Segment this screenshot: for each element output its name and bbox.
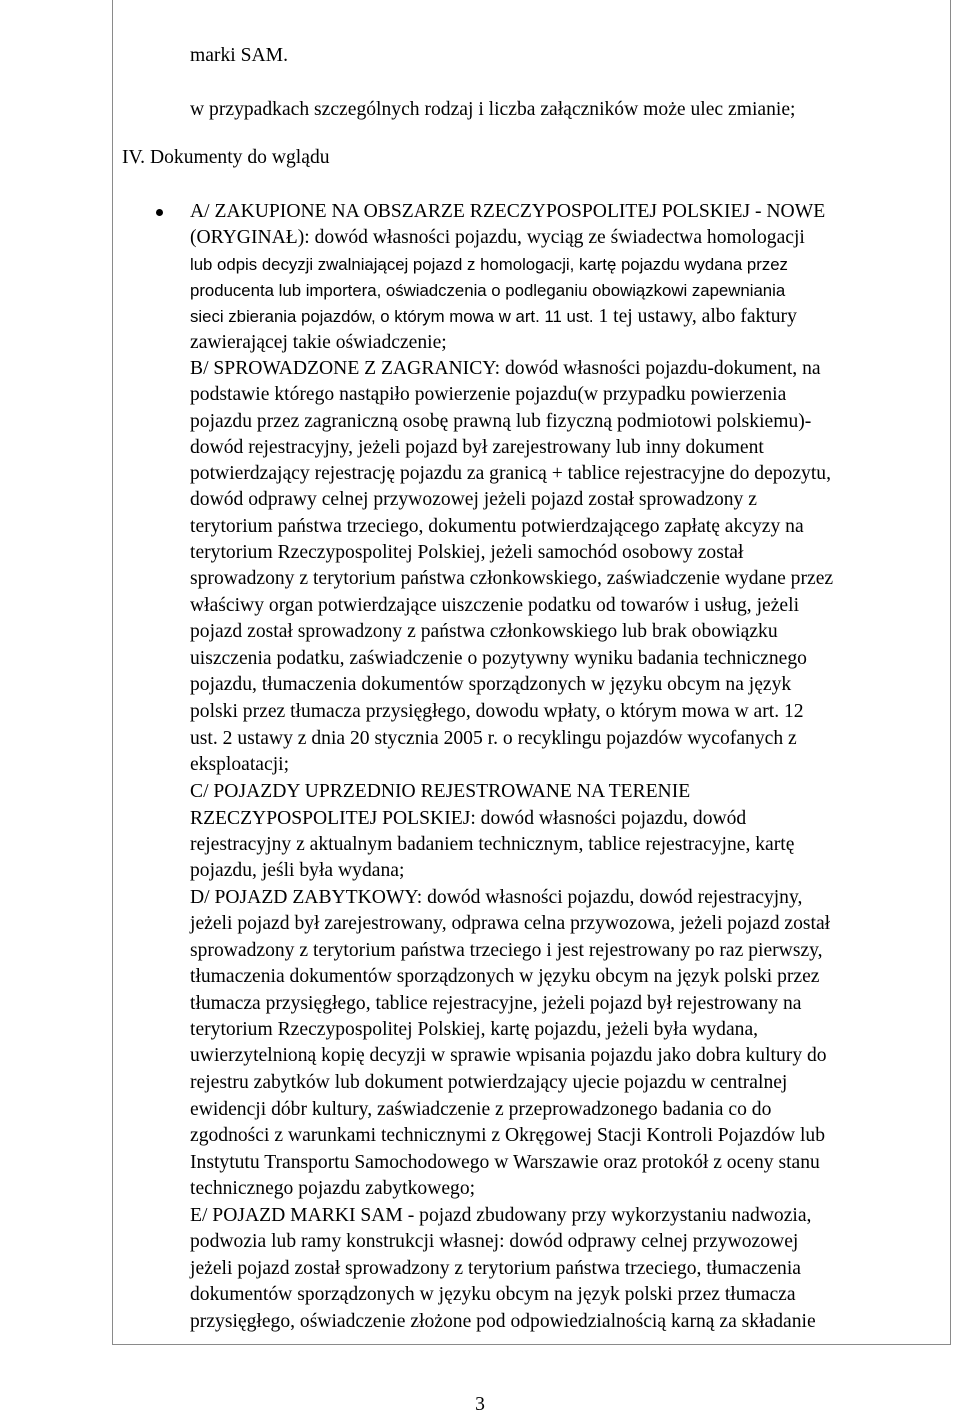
body-line: uwierzytelnioną kopię decyzji w sprawie wpisania pojazdu jako dobra kultury do <box>190 1045 827 1066</box>
body-line: pojazdu, jeśli była wydana; <box>190 860 405 881</box>
body-line: tłumacza przysięgłego, tablice rejestracyjne, jeżeli pojazd był rejestrowany na <box>190 993 802 1014</box>
body-line: właściwy organ potwierdzające uiszczenie podatku od towarów i usług, jeżeli <box>190 595 800 616</box>
bullet-icon <box>156 209 163 216</box>
body-line: tłumaczenia dokumentów sporządzonych w języku obcym na język polski przez <box>190 966 820 987</box>
body-line: B/ SPROWADZONE Z ZAGRANICY: dowód własności pojazdu-dokument, na <box>190 358 821 379</box>
body-line: technicznego pojazdu zabytkowego; <box>190 1178 476 1199</box>
body-line: eksploatacji; <box>190 754 290 775</box>
body-line: rejestru zabytków lub dokument potwierdzający ujecie pojazdu w centralnej <box>190 1072 788 1093</box>
body-line: RZECZYPOSPOLITEJ POLSKIEJ: dowód własności pojazdu, dowód <box>190 808 747 829</box>
body-line: ust. 2 ustawy z dnia 20 stycznia 2005 r. o recyklingu pojazdów wycofanych z <box>190 728 797 749</box>
body-line: potwierdzający rejestrację pojazdu za granicą + tablice rejestracyjne do depozytu, <box>190 463 831 484</box>
body-line: producenta lub importera, oświadczenia o podleganiu obowiązkowi zapewniania <box>190 281 786 300</box>
body-line: ewidencji dóbr kultury, zaświadczenie z przeprowadzonego badania co do <box>190 1099 772 1120</box>
body-line: A/ ZAKUPIONE NA OBSZARZE RZECZYPOSPOLITEJ POLSKIEJ - NOWE <box>190 201 826 222</box>
body-line: pojazd został sprowadzony z państwa członkowskiego lub brak obowiązku <box>190 621 778 642</box>
intro-line-1: marki SAM. <box>190 45 288 66</box>
body-line: dowód odprawy celnej przywozowej jeżeli pojazd został sprowadzony z <box>190 489 757 510</box>
body-line: podwozia lub ramy konstrukcji własnej: dowód odprawy celnej przywozowej <box>190 1231 799 1252</box>
intro-line-2: w przypadkach szczególnych rodzaj i liczba załączników może ulec zmianie; <box>190 99 796 120</box>
page-number: 3 <box>475 1394 485 1415</box>
body-line: jeżeli pojazd był zarejestrowany, odprawa celna przywozowa, jeżeli pojazd został <box>190 913 831 934</box>
body-line: uiszczenia podatku, zaświadczenie o pozytywny wyniku badania technicznego <box>190 648 807 669</box>
body-line: D/ POJAZD ZABYTKOWY: dowód własności pojazdu, dowód rejestracyjny, <box>190 887 803 908</box>
body-line: sieci zbierania pojazdów, o którym mowa w art. 11 ust. <box>190 307 594 326</box>
body-line: polski przez tłumacza przysięgłego, dowodu wpłaty, o którym mowa w art. 12 <box>190 701 804 722</box>
body-line: lub odpis decyzji zwalniającej pojazd z homologacji, kartę pojazdu wydana przez <box>190 255 788 274</box>
body-line: jeżeli pojazd został sprowadzony z terytorium państwa trzeciego, tłumaczenia <box>190 1258 801 1279</box>
body-line: rejestracyjny z aktualnym badaniem technicznym, tablice rejestracyjne, kartę <box>190 834 795 855</box>
body-line: zgodności z warunkami technicznymi z Okręgowej Stacji Kontroli Pojazdów lub <box>190 1125 825 1146</box>
body-line: C/ POJAZDY UPRZEDNIO REJESTROWANE NA TERENIE <box>190 781 691 802</box>
body-line: (ORYGINAŁ): dowód własności pojazdu, wyciąg ze świadectwa homologacji <box>190 227 805 248</box>
body-line: terytorium Rzeczypospolitej Polskiej, jeżeli samochód osobowy został <box>190 542 744 563</box>
body-line: pojazdu przez zagraniczną osobę prawną lub fizyczną podmiotowi polskiemu)- <box>190 411 812 432</box>
section-heading: IV. Dokumenty do wglądu <box>122 147 330 168</box>
body-line: Instytutu Transportu Samochodowego w Warszawie oraz protokół z oceny stanu <box>190 1152 820 1173</box>
body-line: podstawie którego nastąpiło powierzenie pojazdu(w przypadku powierzenia <box>190 384 787 405</box>
body-line: sprowadzony z terytorium państwa członkowskiego, zaświadczenie wydane przez <box>190 568 834 589</box>
body-line: sprowadzony z terytorium państwa trzeciego i jest rejestrowany po raz pierwszy, <box>190 940 823 961</box>
body-line: dokumentów sporządzonych w języku obcym na język polski przez tłumacza <box>190 1284 796 1305</box>
body-line: E/ POJAZD MARKI SAM - pojazd zbudowany przy wykorzystaniu nadwozia, <box>190 1205 812 1226</box>
body-line: dowód rejestracyjny, jeżeli pojazd był zarejestrowany lub inny dokument <box>190 437 764 458</box>
body-line: 1 tej ustawy, albo faktury <box>598 306 797 327</box>
body-line: pojazdu, tłumaczenia dokumentów sporządzonych w języku obcym na język <box>190 674 792 695</box>
body-line: zawierającej takie oświadczenie; <box>190 332 447 353</box>
body-line: terytorium Rzeczypospolitej Polskiej, kartę pojazdu, jeżeli była wydana, <box>190 1019 759 1040</box>
body-line: przysięgłego, oświadczenie złożone pod odpowiedzialnością karną za składanie <box>190 1311 816 1332</box>
body-line: terytorium państwa trzeciego, dokumentu potwierdzającego zapłatę akcyzy na <box>190 516 804 537</box>
